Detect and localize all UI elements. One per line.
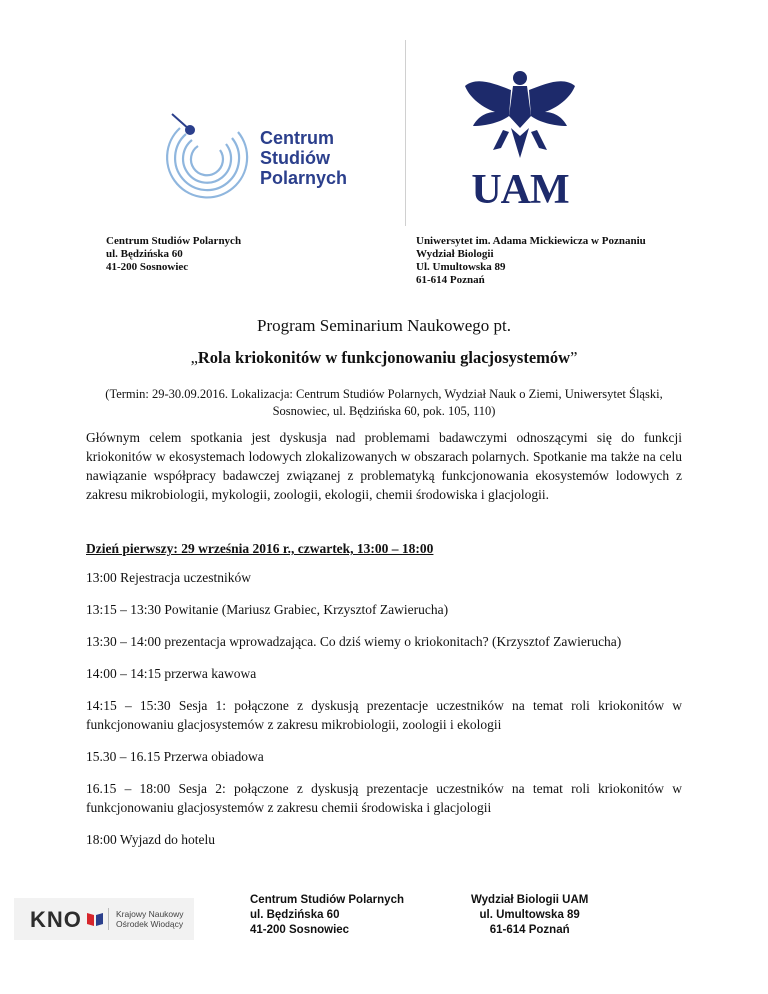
kno-logo-mark: KNO (30, 907, 82, 932)
schedule-item: 18:00 Wyjazd do hotelu (86, 832, 216, 847)
seminar-title-text: Rola kriokonitów w funkcjonowaniu glacjosystemów (197, 348, 571, 367)
book-icon (86, 910, 104, 928)
kno-logo-line: Krajowy Naukowy (116, 909, 184, 919)
kno-logo-line: Ośrodek Wiodący (116, 919, 184, 929)
footer-line: ul. Umultowska 89 (479, 909, 580, 921)
csp-logo-line: Studiów (260, 148, 330, 168)
schedule-item: 13:00 Rejestracja uczestników (86, 570, 251, 585)
address-line: Wydział Biologii (416, 248, 494, 260)
footer-line: 61-614 Poznań (489, 924, 570, 936)
schedule-item: 14:15 – 15:30 Sesja 1: połączone z dyskusją prezentacje uczestników na temat roli kriokonitów w funkcjonowaniu glacjosystemów z zakresu mikrobiologii, zoologii i ekologii (86, 698, 682, 732)
schedule-item: 13:15 – 13:30 Powitanie (Mariusz Grabiec, Krzysztof Zawierucha) (86, 602, 449, 617)
schedule-item: 14:00 – 14:15 przerwa kawowa (86, 666, 257, 681)
close-quote: ” (570, 348, 578, 367)
address-line: Uniwersytet im. Adama Mickiewicza w Poznaniu (416, 235, 646, 247)
uam-address (416, 235, 646, 287)
uam-logo (455, 66, 585, 216)
uam-logo-text: UAM (471, 167, 569, 213)
address-line: 61-614 Poznań (416, 274, 485, 286)
program-title: Program Seminarium Naukowego pt. (256, 316, 511, 335)
day-heading: Dzień pierwszy: 29 września 2016 r., czwartek, 13:00 – 18:00 (86, 541, 434, 556)
header-divider (405, 40, 406, 226)
seminar-title (0, 348, 768, 368)
address-line: ul. Będzińska 60 (106, 248, 183, 260)
csp-address (106, 235, 241, 274)
footer-line: 41-200 Sosnowiec (250, 924, 350, 936)
open-quote: „ (190, 348, 198, 367)
address-line: Ul. Umultowska 89 (416, 261, 506, 273)
schedule-item: 16.15 – 18:00 Sesja 2: połączone z dyskusją prezentacje uczestników na temat roli kriokonitów w funkcjonowaniu glacjosystemów z zakresu chemii środowiska i glacjologii (86, 781, 682, 815)
kno-logo (14, 898, 194, 940)
term-info: (Termin: 29-30.09.2016. Lokalizacja: Centrum Studiów Polarnych, Wydział Nauk o Ziemi, Uniwersytet Śląski, Sosnowiec, ul. Będzińska 60, pok. 105, 110) (105, 387, 663, 418)
schedule-list (86, 568, 682, 862)
globe-icon (150, 108, 258, 208)
address-line: 41-200 Sosnowiec (106, 261, 189, 273)
intro-paragraph: Głównym celem spotkania jest dyskusja nad problemami badawczymi odnoszącymi się do funkcji kriokonitów w ekosystemach lodowych zlokalizowanych w obszarach polarnych. Spotkanie ma także na celu nawiązanie współpracy badawczej związanej z problematyką funkcjonowania ekosystemów lodowych z zakresu mikrobiologii, mykologii, zoologii, ekologii, chemii środowiska i glacjologii. (86, 430, 682, 502)
address-line: Centrum Studiów Polarnych (106, 235, 242, 247)
schedule-item: 13:30 – 14:00 prezentacja wprowadzająca. Co dziś wiemy o kriokonitach? (Krzysztof Zawierucha) (86, 634, 622, 649)
footer-line: Centrum Studiów Polarnych (250, 894, 404, 906)
csp-logo-line: Polarnych (260, 168, 348, 188)
csp-logo (150, 108, 360, 208)
eagle-emblem-icon (455, 66, 585, 166)
footer-csp-address (250, 893, 404, 938)
schedule-item: 15.30 – 16.15 Przerwa obiadowa (86, 749, 264, 764)
csp-logo-line: Centrum (260, 128, 335, 148)
footer-line: Wydział Biologii UAM (471, 894, 589, 906)
kno-logo-separator (108, 908, 109, 930)
footer-line: ul. Będzińska 60 (250, 909, 340, 921)
footer-uam-address (471, 893, 588, 938)
